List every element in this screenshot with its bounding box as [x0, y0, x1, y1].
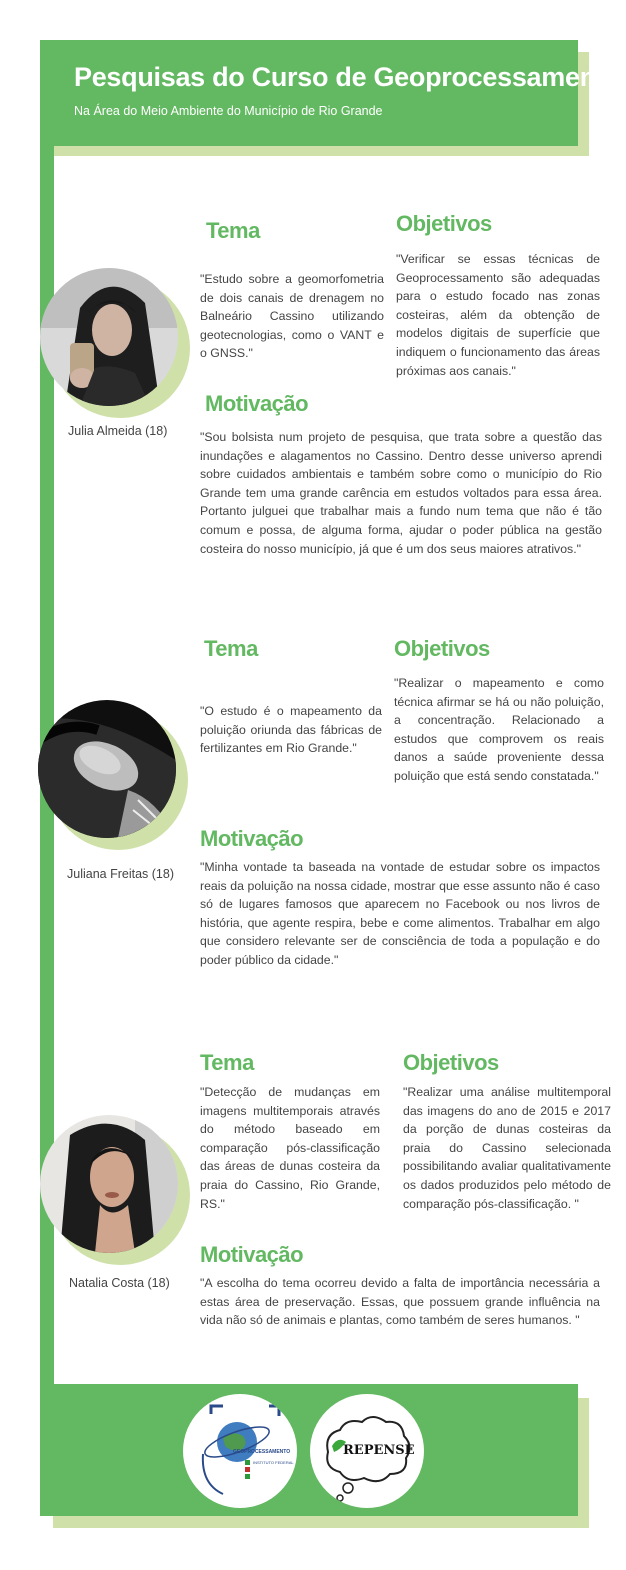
- student-name: Juliana Freitas (18): [67, 867, 174, 881]
- if-logo-text: INSTITUTO FEDERAL: [253, 1460, 294, 1465]
- geoprocessamento-logo: [183, 1394, 297, 1508]
- motivacao-heading: Motivação: [200, 826, 304, 851]
- tema-heading: Tema: [204, 636, 258, 661]
- objetivos-text: "Realizar uma análise multitemporal das imagens do ano de 2015 e 2017 da porção de dunas costeiras da praia do Cassino selecionada possibilitando avaliar qualitativamente os dados produzidos pelo método de comparação pós-classificação. ": [403, 1085, 611, 1211]
- geoprocessamento-logo-text: GEOPROCESSAMENTO: [233, 1449, 291, 1455]
- tema-text: "Detecção de mudanças em imagens multitemporais através do método baseado em comparação pós-classificação das áreas de dunas costeira da praia do Cassino, Rio Grande, RS.": [200, 1085, 380, 1211]
- objetivos-text: "Verificar se essas técnicas de Geoprocessamento são adequadas para o estudo focado nas zonas costeiras, além da obtenção de modelos digitais de superfície que indiquem o funcionamento das áreas próximas aos canais.": [396, 252, 600, 378]
- motivacao-heading: Motivação: [205, 391, 309, 416]
- page-title: Pesquisas do Curso de Geoprocessamento: [74, 62, 621, 92]
- avatar-julia: [40, 268, 190, 418]
- tema-text: "O estudo é o mapeamento da poluição oriunda das fábricas de fertilizantes em Rio Grande.": [200, 704, 382, 756]
- student-name: Julia Almeida (18): [68, 424, 168, 438]
- footer-banner: [40, 1384, 578, 1516]
- tema-heading: Tema: [206, 218, 260, 243]
- page-subtitle: Na Área do Meio Ambiente do Município de Rio Grande: [74, 104, 383, 118]
- motivacao-text: "Sou bolsista num projeto de pesquisa, que trata sobre a questão das inundações e alagamentos no Cassino. Dentro desse universo aprendi sobre cuidados ambientais e também sobre como o município do Rio Grande tem uma grande carência em estudos voltados para essa área. Portanto julguei que trabalhar mais a fundo num tema que não é tão comum e possa, de alguma forma, ajudar o poder pública na gestão costeira do nosso município, já que é um dos seus maiores atrativos.": [200, 430, 602, 556]
- avatar-juliana: [38, 700, 188, 850]
- avatar-natalia: [40, 1115, 190, 1265]
- tema-text: "Estudo sobre a geomorfometria de dois canais de drenagem no Balneário Cassino utilizando geotecnologias, como o VANT e o GNSS.": [200, 272, 384, 361]
- objetivos-heading: Objetivos: [396, 211, 492, 236]
- header-banner: [40, 40, 621, 146]
- objetivos-text: "Realizar o mapeamento e como técnica afirmar se há ou não poluição, a concentração. Relacionado a estudos que comprovem os reais danos a saúde proveniente dessa poluição que está sendo constatada.": [394, 676, 604, 783]
- repense-logo: [310, 1394, 424, 1508]
- objetivos-heading: Objetivos: [394, 636, 490, 661]
- motivacao-text: "Minha vontade ta baseada na vontade de estudar sobre os impactos reais da poluição na nossa cidade, mostrar que esse assunto não é caso só de lugares famosos que aparecem no Facebook ou nos livros de história, que agente respira, bebe e come alimentos. Trabalhar em algo que considero relevante ser de consciência de toda a população e do poder público da cidade.": [200, 860, 600, 967]
- repense-logo-text: REPENSE: [343, 1443, 415, 1458]
- objetivos-heading: Objetivos: [403, 1050, 499, 1075]
- student-name: Natalia Costa (18): [69, 1276, 170, 1290]
- motivacao-heading: Motivação: [200, 1242, 304, 1267]
- tema-heading: Tema: [200, 1050, 254, 1075]
- motivacao-text: "A escolha do tema ocorreu devido a falta de importância necessária a estas área de preservação. Essas, que possuem grande influência na vida não só de animais e plantas, como também de seres humanos. ": [200, 1276, 600, 1328]
